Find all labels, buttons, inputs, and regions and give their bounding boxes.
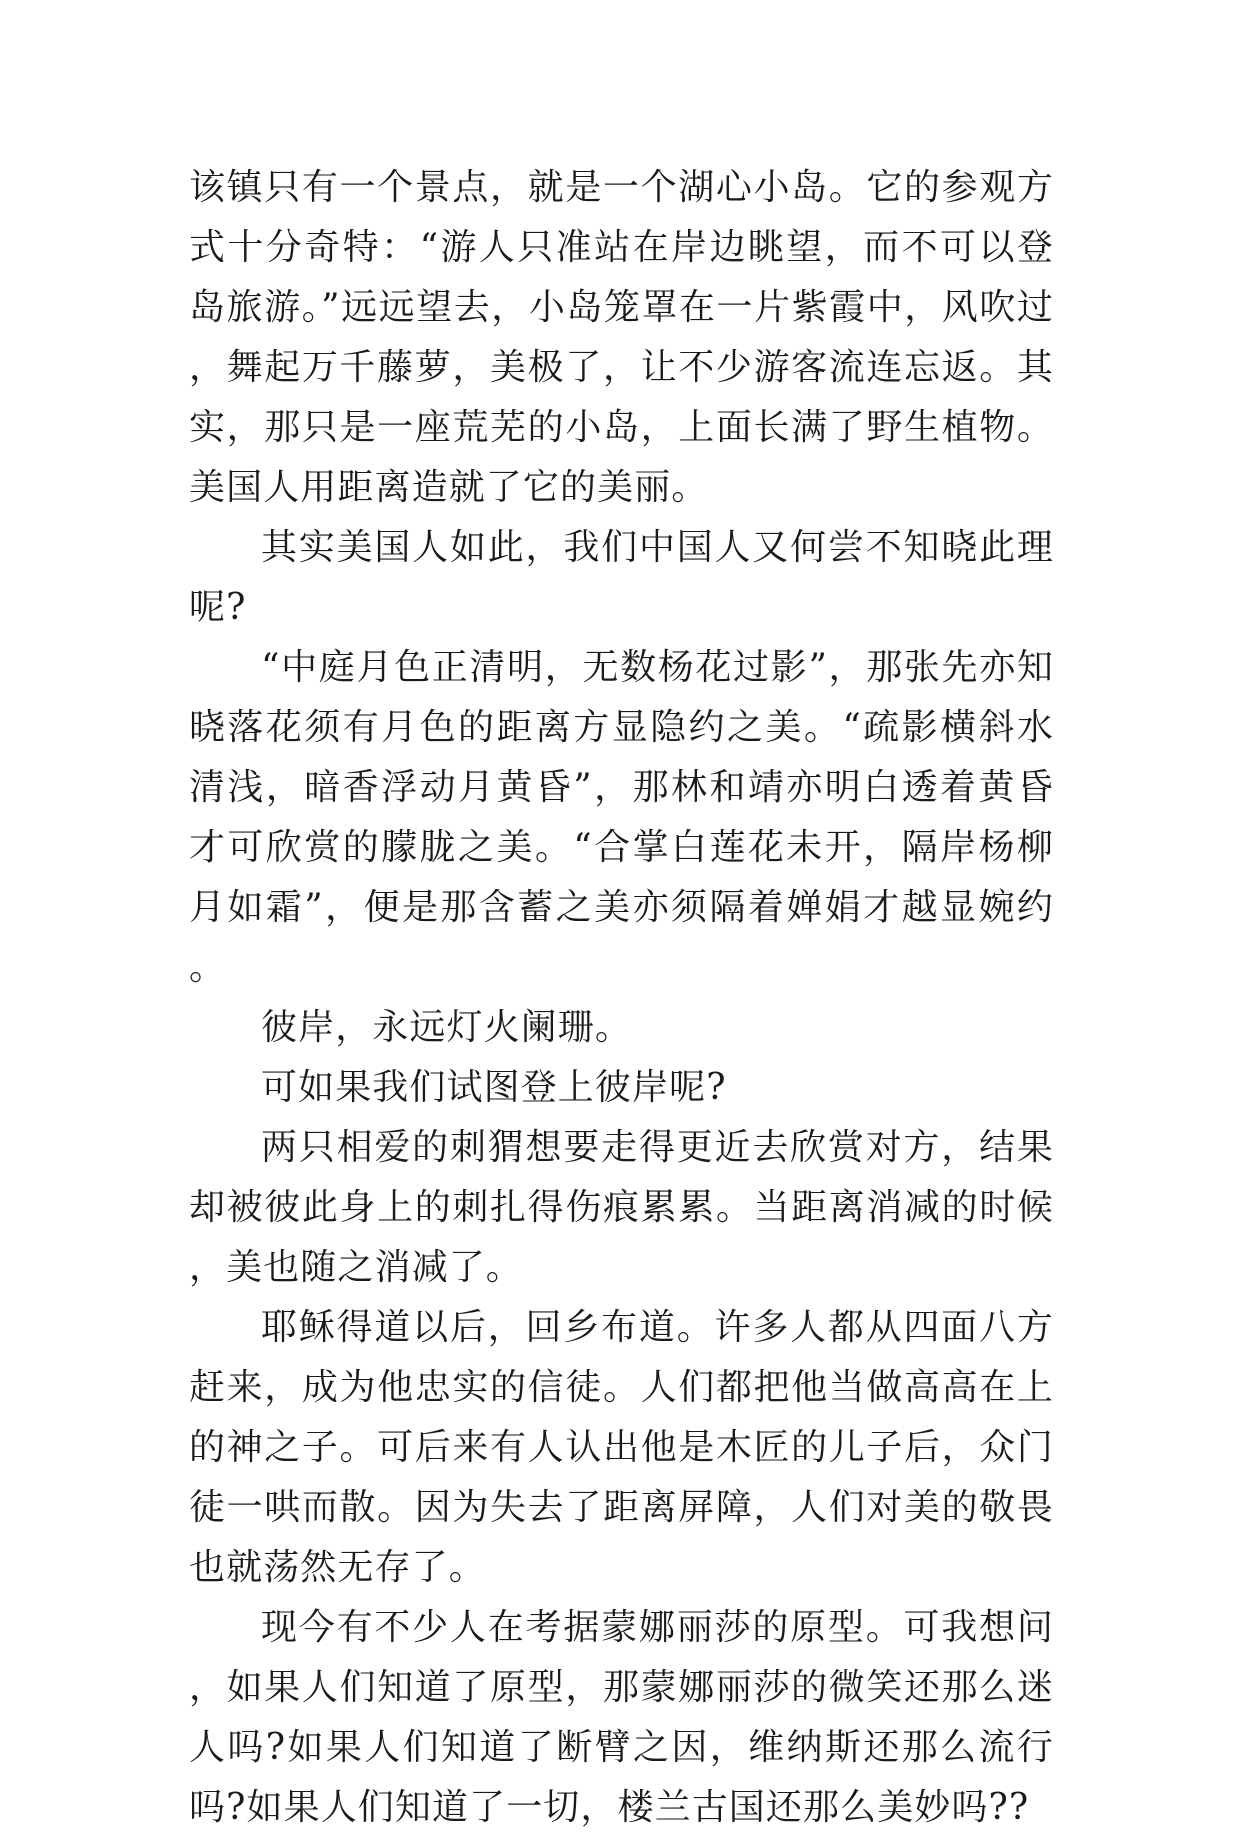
paragraph-hedgehogs: 两只相爱的刺猬想要走得更近去欣赏对方，结果却被彼此身上的刺扎得伤痕累累。当距离消减的时候，美也随之消减了。 bbox=[189, 1127, 1054, 1288]
paragraph-chinese-question: 其实美国人如此，我们中国人又何尝不知晓此理呢? bbox=[189, 527, 1054, 628]
paragraph-landing-question: 可如果我们试图登上彼岸呢? bbox=[261, 1067, 727, 1108]
paragraph-jesus: 耶稣得道以后，回乡布道。许多人都从四面八方赶来，成为他忠实的信徒。人们都把他当做高高在上的神之子。可后来有人认出他是木匠的儿子后，众门徒一哄而散。因为失去了距离屏障，人们对美的敬畏也就荡然无存了。 bbox=[189, 1307, 1054, 1588]
paragraph-island: 该镇只有一个景点，就是一个湖心小岛。它的参观方式十分奇特：“游人只准站在岸边眺望，而不可以登岛旅游。”远远望去，小岛笼罩在一片紫霞中，风吹过，舞起万千藤萝，美极了，让不少游客流连忘返。其实，那只是一座荒芜的小岛，上面长满了野生植物。美国人用距离造就了它的美丽。 bbox=[189, 167, 1054, 508]
document-body bbox=[189, 158, 1054, 1838]
paragraph-other-shore: 彼岸，永远灯火阑珊。 bbox=[261, 1007, 633, 1048]
paragraph-poetry: “中庭月色正清明，无数杨花过影”，那张先亦知晓落花须有月色的距离方显隐约之美。“疏影横斜水清浅，暗香浮动月黄昏”，那林和靖亦明白透着黄昏才可欣赏的朦胧之美。“合掌白莲花未开，隔岸杨柳月如霜”，便是那含蓄之美亦须隔着婵娟才越显婉约。 bbox=[189, 647, 1054, 988]
paragraph-mona-lisa: 现今有不少人在考据蒙娜丽莎的原型。可我想问，如果人们知道了原型，那蒙娜丽莎的微笑还那么迷人吗?如果人们知道了断臂之因，维纳斯还那么流行吗?如果人们知道了一切，楼兰古国还那么美妙吗?? bbox=[189, 1607, 1054, 1828]
